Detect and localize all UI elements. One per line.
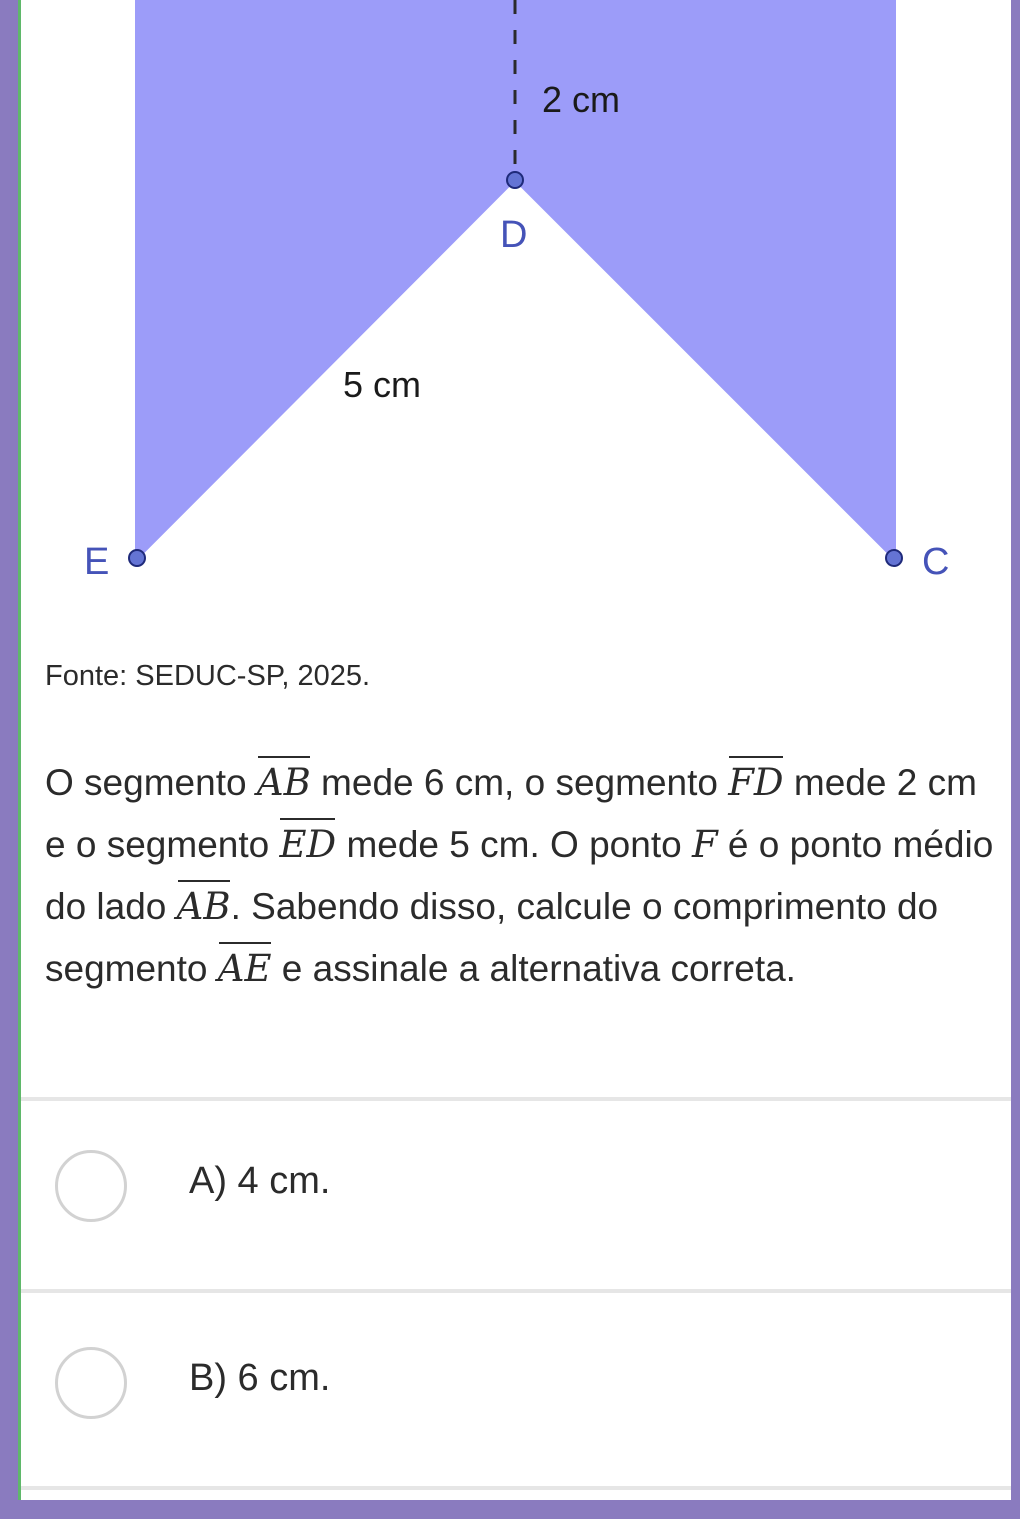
label-E: E [84, 541, 110, 583]
option-b[interactable] [21, 1291, 1011, 1479]
divider [21, 1486, 1011, 1490]
geometry-figure [0, 0, 1020, 640]
option-a[interactable] [21, 1094, 1011, 1282]
question-text-part: O segmento [45, 762, 257, 803]
question-text-part: e assinale a alternativa correta. [271, 948, 796, 989]
option-b-label: B) 6 cm. [189, 1357, 331, 1399]
point-C [886, 550, 902, 566]
point-F-label: F [691, 823, 718, 866]
label-measure-top: 2 cm [542, 79, 621, 120]
option-a-label: A) 4 cm. [189, 1160, 331, 1202]
label-C: C [922, 541, 950, 583]
question-text-part: . Sabendo disso, calcule o comprimento do segmento [45, 886, 939, 989]
figure-shape [136, 0, 895, 560]
question-text-part: é o ponto médio do lado [45, 824, 994, 927]
point-E [129, 550, 145, 566]
segment-AE: AE [218, 944, 272, 987]
point-D [507, 172, 523, 188]
segment-AB-2: AB [177, 882, 231, 925]
segment-ED: ED [279, 820, 336, 863]
question-text-part: mede 6 cm, o segmento [310, 762, 729, 803]
question-text-part: mede 2 cm e o segmento [45, 762, 977, 865]
label-measure-diag: 5 cm [343, 364, 422, 405]
radio-button-b[interactable] [55, 1347, 127, 1419]
figure-source: Fonte: SEDUC-SP, 2025. [45, 660, 371, 692]
radio-button-a[interactable] [55, 1150, 127, 1222]
label-D: D [500, 214, 528, 256]
segment-FD: FD [728, 758, 783, 801]
question-text [45, 752, 995, 1000]
question-text-part: mede 5 cm. O ponto [336, 824, 692, 865]
segment-AB: AB [257, 758, 311, 801]
